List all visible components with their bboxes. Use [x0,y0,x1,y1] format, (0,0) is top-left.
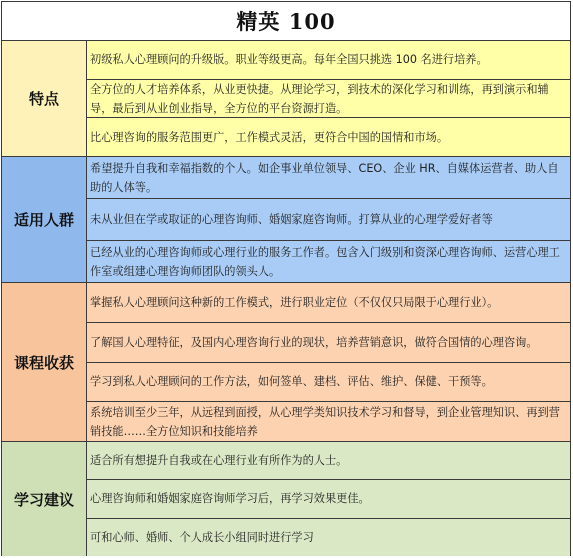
section-heading: 课程收获 [2,283,87,441]
table-row: 希望提升自我和幸福指数的个人。如企事业单位领导、CEO、企业 HR、自媒体运营者、助人自助的人体等。 [87,157,570,199]
section-rows [87,283,570,441]
table-row: 学习到私人心理顾问的工作方法，如何签单、建档、评估、维护、保健、干预等。 [87,363,570,403]
table-row: 系统培训至少三年，从远程到面授，从心理学类知识技术学习和督导，到企业管理知识、再到营销技能……全方位知识和技能培养 [87,402,570,441]
section-advice [2,442,570,556]
table-row: 已经从业的心理咨询师或心理行业的服务工作者。包含入门级别和资深心理咨询师、运营心理工作室或组建心理咨询师团队的领头人。 [87,241,570,282]
table-row: 了解国人心理特征，及国内心理咨询行业的现状，培养营销意识，做符合国情的心理咨询。 [87,323,570,363]
course-table [1,1,571,556]
section-heading: 适用人群 [2,157,87,282]
section-rows [87,442,570,556]
table-row: 未从业但在学或取证的心理咨询师、婚姻家庭咨询师。打算从业的心理学爱好者等 [87,199,570,241]
section-heading: 特点 [2,41,87,156]
section-features [2,41,570,157]
section-audience [2,157,570,283]
table-row: 掌握私人心理顾问这种新的工作模式，进行职业定位（不仅仅只局限于心理行业）。 [87,283,570,323]
table-row: 初级私人心理顾问的升级版。职业等级更高。每年全国只挑选 100 名进行培养。 [87,41,570,80]
table-row: 适合所有想提升自我或在心理行业有所作为的人士。 [87,442,570,480]
section-rows [87,41,570,156]
table-row: 心理咨询师和婚姻家庭咨询师学习后，再学习效果更佳。 [87,480,570,518]
table-title: 精英 100 [2,2,570,41]
section-outcomes [2,283,570,442]
table-row: 全方位的人才培养体系，从业更快捷。从理论学习，到技术的深化学习和训练，再到演示和辅导，最后到从业创业指导，全方位的平台资源打造。 [87,80,570,119]
section-rows [87,157,570,282]
table-row: 比心理咨询的服务范围更广，工作模式灵活，更符合中国的国情和市场。 [87,118,570,156]
section-heading: 学习建议 [2,442,87,556]
table-row: 可和心师、婚师、个人成长小组同时进行学习 [87,519,570,556]
